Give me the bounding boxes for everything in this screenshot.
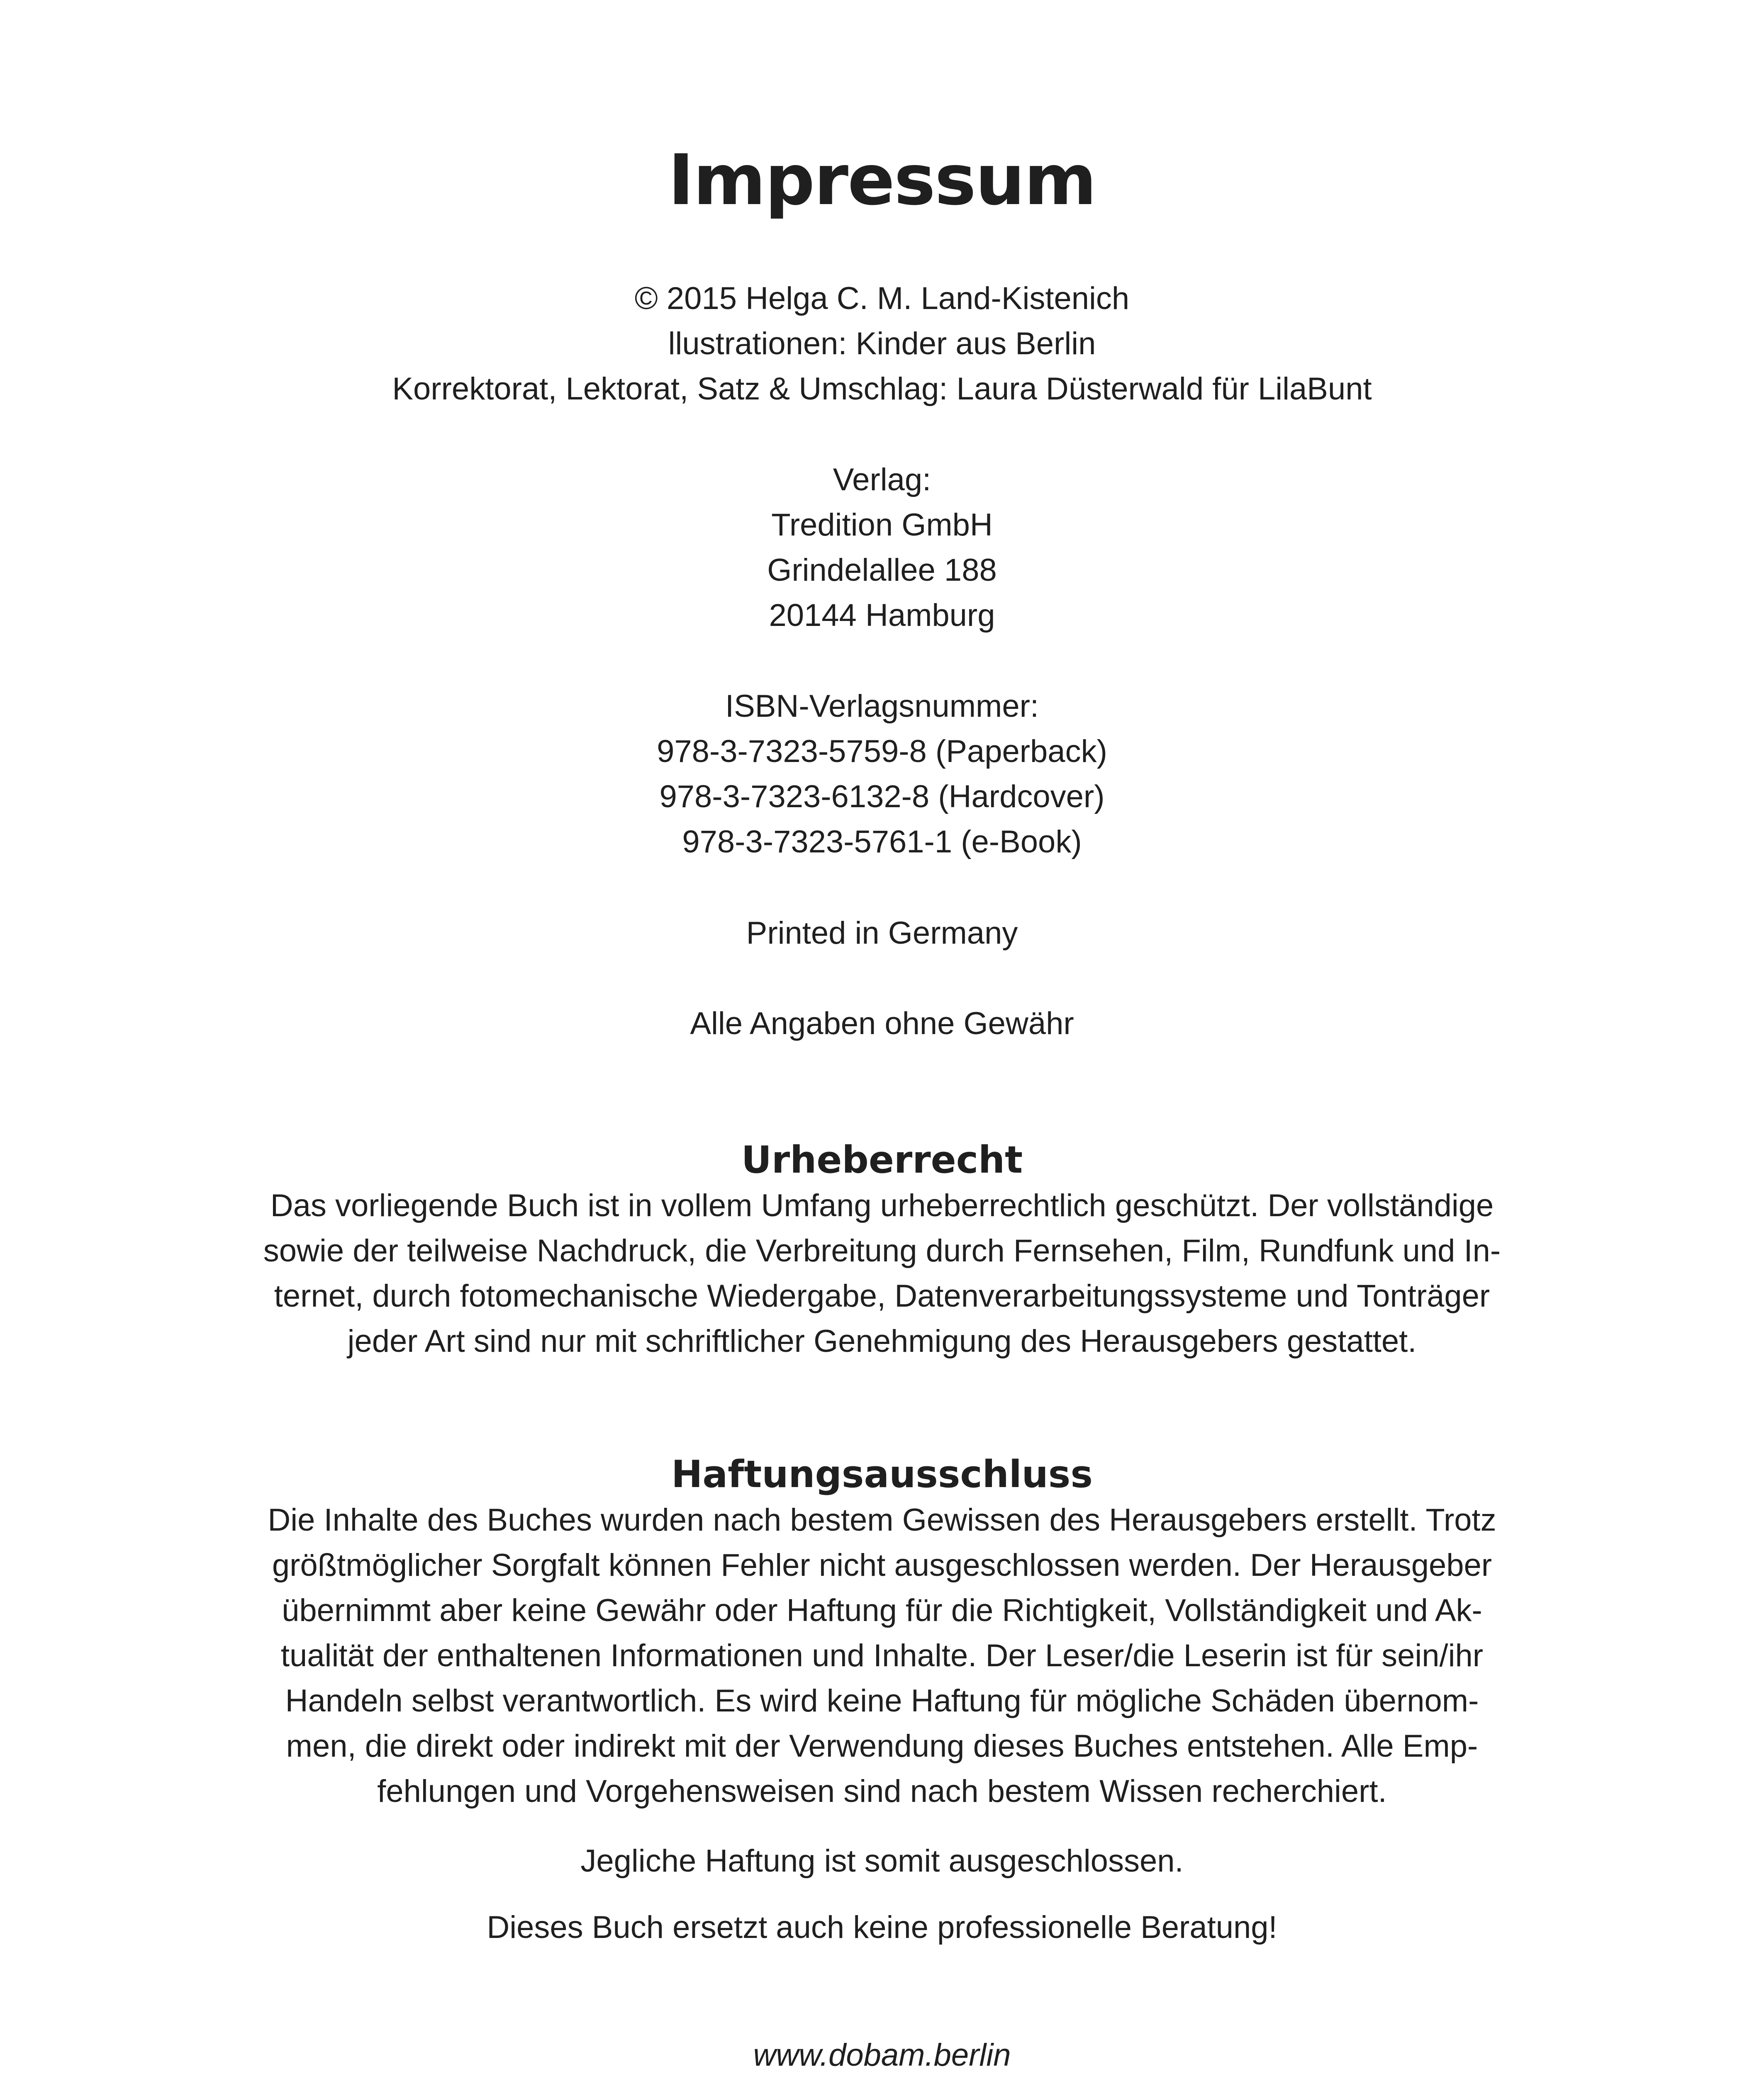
publisher-block	[0, 457, 1764, 638]
liability-text-line: größtmöglicher Sorgfalt können Fehler nicht ausgeschlossen werden. Der Herausgeber	[272, 1548, 1492, 1583]
liability-heading: Haftungsausschluss	[671, 1453, 1093, 1496]
copyright-line: © 2015 Helga C. M. Land-Kistenich	[634, 281, 1130, 316]
liability-note-1-text: Jegliche Haftung ist somit ausgeschlossen.	[580, 1843, 1184, 1879]
printed-text: Printed in Germany	[746, 915, 1018, 951]
liability-text-line: Handeln selbst verantwortlich. Es wird keine Haftung für mögliche Schäden übernom-	[285, 1683, 1479, 1719]
copyright-paragraph	[0, 1183, 1764, 1364]
isbn-label: ISBN-Verlagsnummer:	[725, 689, 1039, 724]
copyright-text-line: ternet, durch fotomechanische Wiedergabe, Datenverarbeitungssysteme und Tonträger	[274, 1278, 1490, 1314]
liability-text-line: fehlungen und Vorgehensweisen sind nach bestem Wissen recherchiert.	[377, 1774, 1387, 1809]
credits-block	[0, 276, 1764, 411]
isbn-block	[0, 684, 1764, 864]
page-title: Impressum	[668, 139, 1096, 221]
liability-note-2	[0, 1905, 1764, 1950]
disclaimer-short-text: Alle Angaben ohne Gewähr	[690, 1006, 1074, 1041]
publisher-street: Grindelallee 188	[767, 553, 997, 588]
copyright-text-line: Das vorliegende Buch ist in vollem Umfang urheberrechtlich geschützt. Der vollständige	[270, 1188, 1494, 1223]
liability-note-2-text: Dieses Buch ersetzt auch keine professionelle Beratung!	[487, 1910, 1277, 1945]
illustrations-line: llustrationen: Kinder aus Berlin	[668, 326, 1096, 361]
publisher-label: Verlag:	[833, 462, 931, 497]
liability-text-line: Die Inhalte des Buches wurden nach bestem Gewissen des Herausgebers erstellt. Trotz	[268, 1502, 1496, 1538]
publisher-name: Tredition GmbH	[771, 507, 993, 543]
isbn-ebook: 978-3-7323-5761-1 (e-Book)	[682, 824, 1082, 859]
copyright-text-line: sowie der teilweise Nachdruck, die Verbreitung durch Fernsehen, Film, Rundfunk und In-	[263, 1233, 1501, 1268]
liability-text-line: men, die direkt oder indirekt mit der Verwendung dieses Buches entstehen. Alle Emp-	[286, 1728, 1478, 1764]
editing-line: Korrektorat, Lektorat, Satz & Umschlag: Laura Düsterwald für LilaBunt	[392, 371, 1372, 407]
printed-line	[0, 910, 1764, 956]
liability-paragraph	[0, 1497, 1764, 1814]
isbn-paperback: 978-3-7323-5759-8 (Paperback)	[657, 734, 1107, 769]
website-link[interactable]: www.dobam.berlin	[753, 2037, 1011, 2073]
liability-note-1	[0, 1838, 1764, 1884]
copyright-text-line: jeder Art sind nur mit schriftlicher Genehmigung des Herausgebers gestattet.	[347, 1324, 1417, 1359]
liability-text-line: tualität der enthaltenen Informationen und Inhalte. Der Leser/die Leserin ist für sein/ihr	[280, 1638, 1484, 1673]
isbn-hardcover: 978-3-7323-6132-8 (Hardcover)	[659, 779, 1105, 814]
liability-text-line: übernimmt aber keine Gewähr oder Haftung für die Richtigkeit, Vollständigkeit und Ak-	[282, 1593, 1482, 1628]
publisher-city: 20144 Hamburg	[769, 598, 995, 633]
copyright-heading: Urheberrecht	[741, 1138, 1023, 1182]
disclaimer-short	[0, 1001, 1764, 1046]
